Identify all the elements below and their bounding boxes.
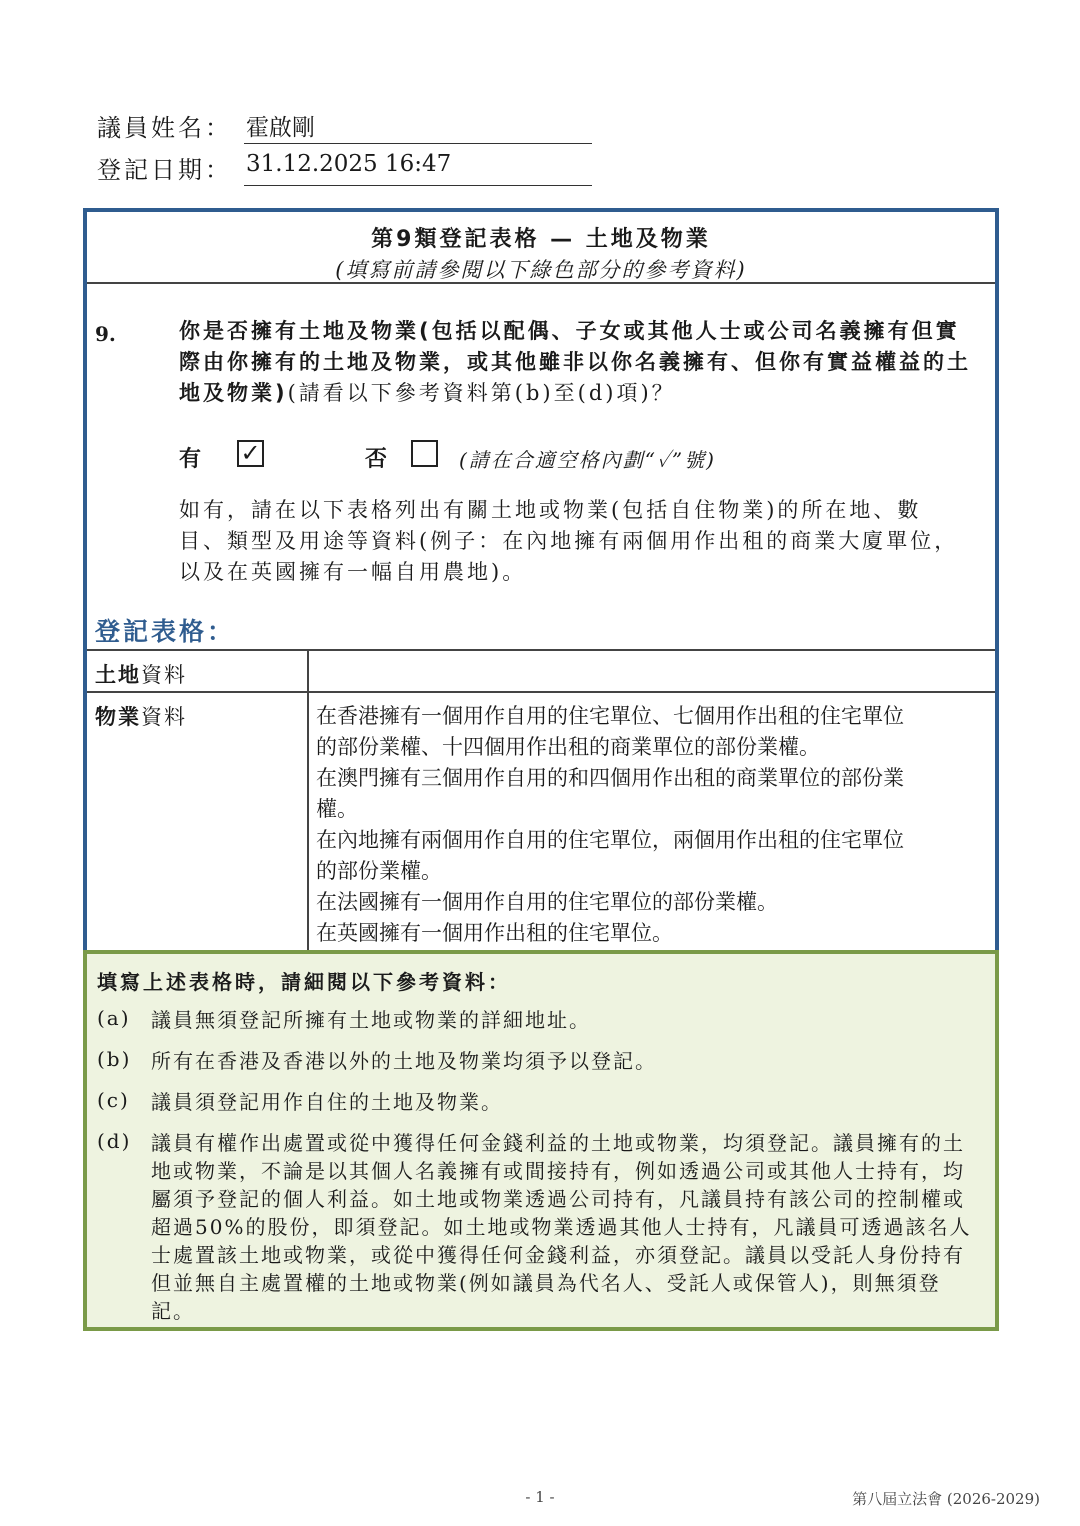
if-yes-instructions: 如有，請在以下表格列出有關土地或物業(包括自住物業)的所在地、數目、類型及用途等資料(例子：在內地擁有兩個用作出租的商業大廈單位，以及在英國擁有一幅自用農地)。 bbox=[179, 498, 959, 584]
reference-key: (a) bbox=[97, 1006, 131, 1030]
reference-text: 所有在香港及香港以外的土地及物業均須予以登記。 bbox=[151, 1049, 657, 1073]
member-name-value: 霍啟剛 bbox=[246, 115, 315, 141]
yes-checkbox[interactable] bbox=[237, 440, 264, 467]
checkbox-note: (請在合適空格內劃“✓”號) bbox=[459, 448, 716, 472]
no-checkbox[interactable] bbox=[411, 440, 438, 467]
property-line: 的部份業權。 bbox=[316, 859, 442, 883]
registration-heading: 登記表格： bbox=[95, 617, 236, 646]
land-label bbox=[95, 659, 187, 689]
form-title: 第9類登記表格 — 土地及物業 bbox=[371, 227, 711, 252]
registration-date-value: 31.12.2025 16:47 bbox=[246, 151, 452, 177]
check-icon: ✓ bbox=[240, 439, 261, 467]
table-row-divider bbox=[87, 691, 995, 693]
no-label: 否 bbox=[365, 447, 388, 472]
property-label bbox=[95, 701, 187, 731]
property-details bbox=[316, 701, 990, 949]
reference-text: 議員無須登記所擁有土地或物業的詳細地址。 bbox=[151, 1008, 591, 1032]
council-term: 第八屆立法會 (2026-2029) bbox=[852, 1490, 1040, 1508]
name-underline bbox=[244, 143, 592, 144]
member-name-label: 議員姓名： bbox=[97, 114, 232, 142]
property-line: 的部份業權、十四個用作出租的商業單位的部份業權。 bbox=[316, 735, 820, 759]
reference-text: 議員須登記用作自住的土地及物業。 bbox=[151, 1090, 503, 1114]
registration-date-label: 登記日期： bbox=[97, 156, 232, 184]
page-number: - 1 - bbox=[525, 1488, 555, 1506]
reference-text: 議員有權作出處置或從中獲得任何金錢利益的土地或物業，均須登記。議員擁有的土地或物業，不論是以其個人名義擁有或間接持有，例如透過公司或其他人士持有，均屬須予登記的個人利益。如土地或物業透過公司持有，凡議員持有該公司的控制權或超過50%的股份，即須登記。如土地或物業透過其他人士持有，凡議員可透過該名人士處置該土地或物業，或從中獲得任何金錢利益，亦須登記。議員以受託人身份持有但並無自主處置權的土地或物業(例如議員為代名人、受託人或保管人)，則無須登記。 bbox=[151, 1131, 972, 1323]
property-label-bold: 物業 bbox=[95, 705, 141, 729]
property-line: 在香港擁有一個用作自用的住宅單位、七個用作出租的住宅單位 bbox=[316, 704, 904, 728]
date-underline bbox=[244, 185, 592, 186]
property-table bbox=[87, 649, 995, 952]
property-line: 權。 bbox=[316, 797, 358, 821]
table-column-divider bbox=[307, 651, 309, 952]
form-subtitle: (填寫前請參閱以下綠色部分的參考資料) bbox=[335, 258, 747, 282]
yes-label: 有 bbox=[179, 447, 202, 472]
reference-title: 填寫上述表格時，請細閱以下參考資料： bbox=[97, 970, 511, 994]
reference-box bbox=[83, 950, 999, 1331]
land-label-bold: 土地 bbox=[95, 663, 141, 687]
question-number: 9. bbox=[95, 322, 116, 346]
reference-key: (b) bbox=[97, 1047, 132, 1071]
form-box bbox=[83, 208, 999, 954]
property-line: 在英國擁有一個用作出租的住宅單位。 bbox=[316, 921, 673, 945]
question-text bbox=[179, 316, 979, 409]
property-line: 在澳門擁有三個用作自用的和四個用作出租的商業單位的部份業 bbox=[316, 766, 904, 790]
property-line: 在法國擁有一個用作自用的住宅單位的部份業權。 bbox=[316, 890, 778, 914]
property-line: 在內地擁有兩個用作自用的住宅單位，兩個用作出租的住宅單位 bbox=[316, 828, 904, 852]
reference-key: (c) bbox=[97, 1088, 130, 1112]
question-rest-text: (請看以下參考資料第(b)至(d)項)？ bbox=[287, 381, 676, 405]
form-title-area bbox=[87, 212, 995, 284]
property-label-rest: 資料 bbox=[141, 705, 187, 729]
land-label-rest: 資料 bbox=[141, 663, 187, 687]
question-bold-text: 你是否擁有土地及物業(包括以配偶、子女或其他人士或公司名義擁有但實際由你擁有的土地及物業，或其他雖非以你名義擁有、但你有實益權益的土地及物業) bbox=[179, 319, 971, 405]
reference-key: (d) bbox=[97, 1129, 132, 1153]
